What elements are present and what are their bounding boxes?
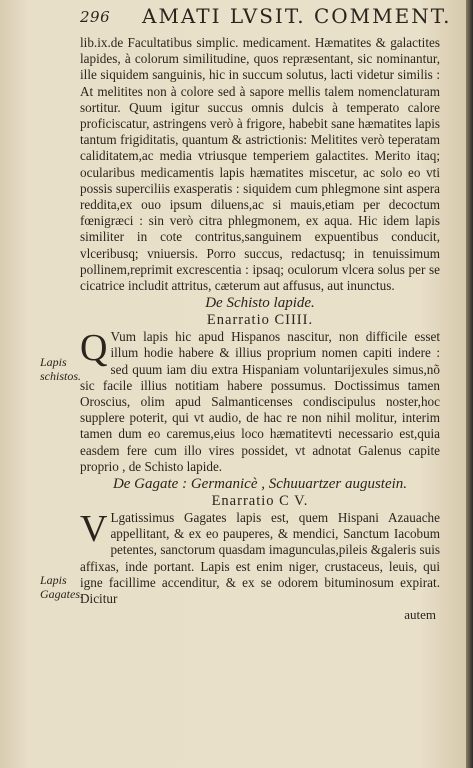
catchword: autem	[404, 607, 436, 623]
section-title-schisto: De Schisto lapide.	[205, 295, 315, 312]
running-title: AMATI LVSIT. COMMENT.	[142, 4, 452, 28]
paragraph-gagates	[80, 510, 440, 607]
margin-note-schisto: Lapis schistos.	[40, 355, 82, 383]
dropcap-v: V	[80, 508, 108, 551]
enarratio-heading-105: Enarratio C V.	[211, 493, 309, 510]
page-header	[80, 4, 456, 30]
body-text	[80, 35, 440, 624]
section-title-gagate: De Gagate : Germanicè , Schuuartzer augustein.	[112, 476, 408, 493]
paragraph-hematite: lib.ix.de Facultatibus simplic. medicament. Hæmatites & galactites lapides, à colorum similitudine, quos repræsentant, sic nominantur, ille siquidem sanguinis, hic in succum solutus, lacti videtur similis : At melitites non à colore sed à sapore mellis talem nomenclaturam sortitur. Quum igitur succus omnis dulcis à temperato calore proficiscatur, astringens verò à frigore, habebit sane hæmatites lapis tantum frigiditatis, quantum & astrictionis: Melitites verò teperatam caliditatem,ac media vtriusque temperiem galactites. Merito itaq; ocularibus medicamentis lapis hæmatites miscetur, ac solo eo vti possis superciliis exasperatis : siquidem cum phlegmone sint aspera reddita,ex ouo ipsum diluens,ac si mauis,etiam per decoctum fœnigræci : sin verò citra phlegmonem, ex aqua. Hic idem lapis similiter in cote contritus,sanguinem expuentibus conducit, vlceribusq; vniuersis. Porro succus, redactusq; in tenuissimum pollinem,reprimit excrescentia : ipsaq; oculorum vlcera solus per se cicatrice includit attritus, cæterum aut affusus, aut inunctus.	[80, 35, 440, 294]
page-edge-shadow	[466, 0, 473, 768]
dropcap-q: Q	[80, 327, 108, 370]
enarratio-heading-104: Enarratio CIIII.	[206, 312, 314, 329]
paragraph-schisto	[80, 329, 440, 475]
paragraph-gagates-text: Lgatissimus Gagates lapis est, quem Hispani Azauache appellitant, & ex eo pauperes, & mendici, Sanctum Iacobum petentes, sanctorum quasdam imagunculas,pileis &galeris suis affixas, inde portant. Lapis est enim niger, crustaceus, leuis, qui igne facillime accenditur, & ex se odorem bituminosum expirat. Dicitur	[80, 510, 440, 607]
paragraph-schisto-text: Vum lapis hic apud Hispanos nascitur, non difficile esset illum hodie habere & illius proprium nomen capiti indere : sed quum iam diu extra Hispaniam voluntarijexules simus,nõ sic facile illius notitiam habere possumus. Doctissimus tamen Oroscius, olim apud Salmanticenses condiscipulus noster,hoc supplere poterit, qui vt audio, de hac re non nihil molitur, interim tamen dum eo caremus,eius loco hæmatitevti necessario est,quia easdem fere cum illo vires possidet, vt adnotat Galenus capite proprio , de Schisto lapide.	[80, 329, 440, 474]
margin-note-gagates: Lapis Gagates.	[40, 573, 83, 601]
page-number: 296	[80, 8, 111, 26]
